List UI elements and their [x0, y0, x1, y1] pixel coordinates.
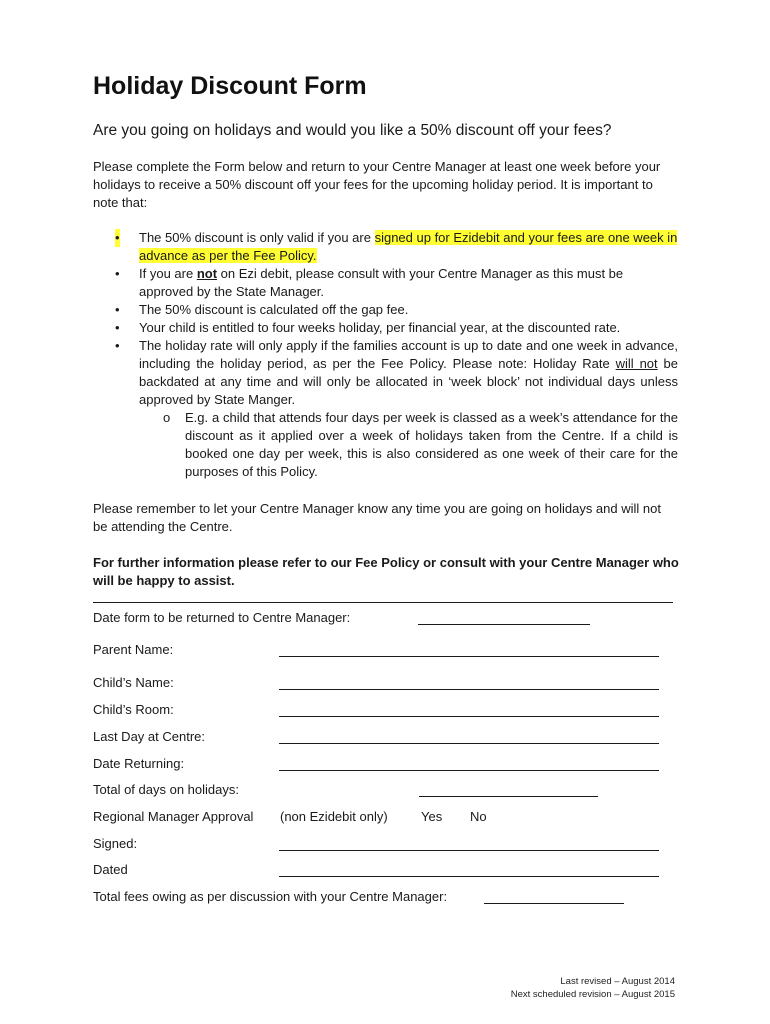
rule-item — [93, 301, 678, 319]
rule-text: The holiday rate will only apply if the families account is up to date and one week in advance, including the holiday period, as per the Fee Policy. Please note: Holiday Rate — [139, 338, 678, 371]
last-day-field[interactable] — [279, 743, 659, 744]
next-revision-text: Next scheduled revision – August 2015 — [510, 989, 675, 1000]
child-room-label: Child’s Room: — [93, 702, 174, 717]
rules-list — [93, 229, 678, 481]
rule-text: The 50% discount is calculated off the gap fee. — [139, 302, 409, 317]
reminder-paragraph: Please remember to let your Centre Manager know any time you are going on holidays and will not be attending the Centre. — [93, 501, 661, 534]
circle-bullet-icon: o — [163, 410, 171, 425]
rule-item — [93, 229, 678, 265]
emphasis-text: will not — [615, 356, 658, 371]
subtitle: Are you going on holidays and would you like a 50% discount off your fees? — [93, 122, 612, 139]
bullet-icon: • — [115, 230, 120, 245]
child-name-label: Child’s Name: — [93, 675, 174, 690]
total-days-label: Total of days on holidays: — [93, 782, 239, 797]
rule-text: on Ezi debit, please consult with your Centre Manager as this must be approved by the State Manager. — [139, 266, 624, 299]
date-returning-label: Date Returning: — [93, 756, 185, 771]
bullet-icon: • — [115, 302, 120, 317]
page-title: Holiday Discount Form — [93, 72, 367, 100]
sub-text: E.g. a child that attends four days per week is classed as a week’s attendance for the discount as it applied over a week of holidays taken from the Centre. If a child is booked one day per week, this is also considered as one week of their care for the purposes of this Policy. — [185, 410, 678, 479]
signed-field[interactable] — [279, 850, 659, 851]
rule-text: If you are — [139, 266, 197, 281]
child-name-field[interactable] — [279, 689, 659, 690]
last-day-label: Last Day at Centre: — [93, 729, 205, 744]
parent-name-label: Parent Name: — [93, 642, 174, 657]
rule-item — [93, 337, 678, 481]
divider-line — [93, 602, 673, 603]
bullet-icon: • — [115, 338, 120, 353]
bullet-icon: • — [115, 320, 120, 335]
rule-item — [93, 265, 678, 301]
rule-item — [93, 319, 678, 337]
approval-no-option[interactable]: No — [470, 809, 487, 824]
rule-text: The 50% discount is only valid if you are — [139, 230, 375, 245]
further-info: For further information please refer to our Fee Policy or consult with your Centre Manager who will be happy to assist. — [93, 555, 679, 588]
total-fees-label: Total fees owing as per discussion with your Centre Manager: — [93, 889, 448, 904]
intro-paragraph: Please complete the Form below and return to your Centre Manager at least one week before your holidays to receive a 50% discount off your fees for the upcoming holiday period. It is important to note that: — [93, 159, 661, 210]
child-room-field[interactable] — [279, 716, 659, 717]
parent-name-field[interactable] — [279, 656, 659, 657]
last-revised-text: Last revised – August 2014 — [560, 976, 675, 987]
date-return-field[interactable] — [418, 624, 590, 625]
sub-item — [139, 409, 678, 481]
total-days-field[interactable] — [419, 796, 598, 797]
rule-text: Your child is entitled to four weeks holiday, per financial year, at the discounted rate. — [139, 320, 621, 335]
non-ezidebit-note: (non Ezidebit only) — [280, 809, 388, 824]
emphasis-text: not — [196, 266, 218, 281]
approval-yes-option[interactable]: Yes — [421, 809, 443, 824]
dated-field[interactable] — [279, 876, 659, 877]
revision-footer — [511, 975, 675, 1001]
dated-label: Dated — [93, 862, 128, 877]
date-return-label: Date form to be returned to Centre Manager: — [93, 610, 351, 625]
sub-list — [139, 409, 678, 481]
date-returning-field[interactable] — [279, 770, 659, 771]
total-fees-field[interactable] — [484, 903, 624, 904]
highlighted-text: signed up for Ezidebit and your fees are one week in advance as per the Fee Policy. — [139, 230, 678, 263]
regional-approval-label: Regional Manager Approval — [93, 809, 254, 824]
bullet-icon: • — [115, 266, 120, 281]
rule-text: be backdated at any time and will only be allocated in ‘week block’ not individual days unless approved by State Manger. — [139, 356, 679, 407]
signed-label: Signed: — [93, 836, 138, 851]
